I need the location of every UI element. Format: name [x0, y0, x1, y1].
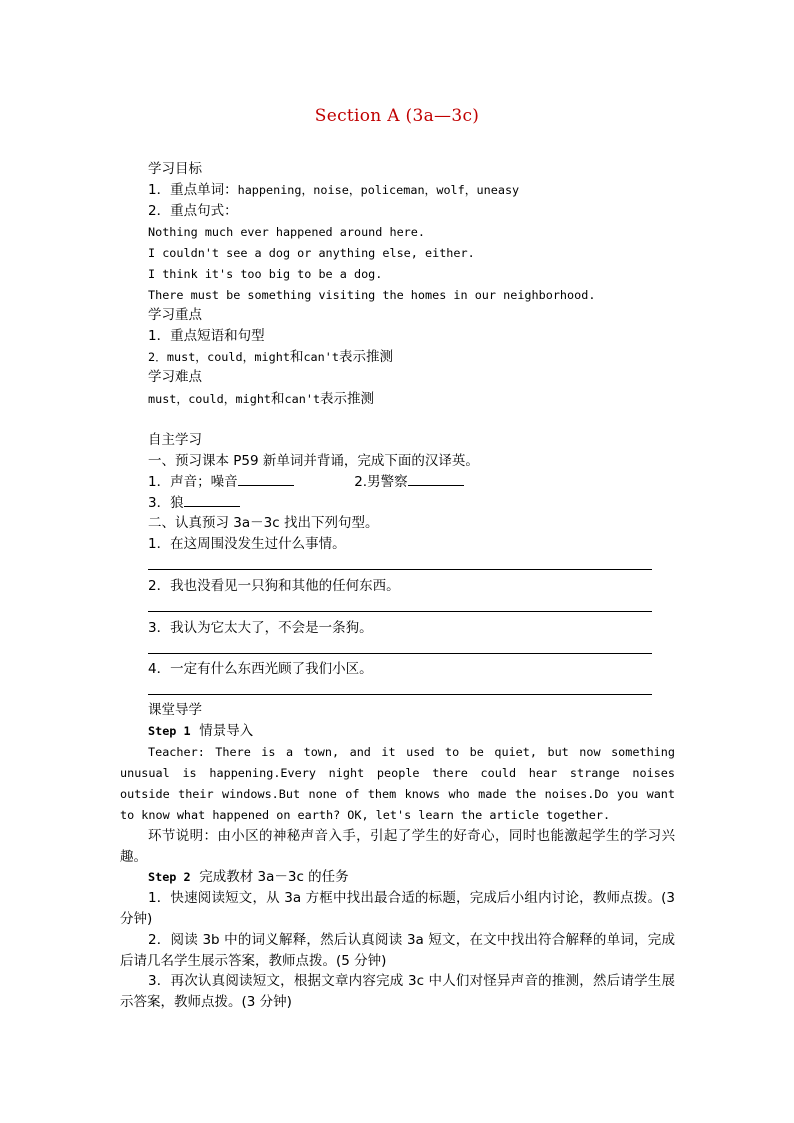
difficulty-modals: must，could，might: [148, 392, 272, 406]
teacher-paragraph: Teacher: There is a town, and it used to be quiet, but now something unusual is happening.Every night people there could hear strange noises outside their windows.But none of them knows who made the noises.Do you want to know what happened on earth? OK, let's learn the article together.: [120, 745, 675, 822]
task-item: 2．阅读 3b 中的词义解释，然后认真阅读 3a 短文，在文中找出符合解释的单词，完成后请几名学生展示答案，教师点拨。(5 分钟): [120, 932, 675, 969]
answer-blank[interactable]: [238, 472, 294, 486]
key-sentence: I think it's too big to be a dog.: [148, 267, 383, 281]
answer-line[interactable]: [148, 611, 652, 612]
objective-item-1-label: 1．重点单词：: [148, 182, 238, 198]
key-point-item-1: 1．重点短语和句型: [148, 328, 265, 344]
answer-blank[interactable]: [184, 493, 240, 507]
translation-sentence: 1．在这周围没发生过什么事情。: [148, 536, 346, 552]
key-point-modals: 2．must，could，might: [148, 350, 290, 364]
difficulty-item: [148, 389, 374, 410]
classroom-heading: 课堂导学: [148, 702, 202, 718]
difficulty-cant: can't: [284, 392, 321, 406]
objectives-heading: 学习目标: [148, 161, 202, 177]
note-paragraph: 环节说明：由小区的神秘声音入手，引起了学生的好奇心，同时也能激起学生的学习兴趣。: [120, 828, 675, 865]
step-1-title: 情景导入: [199, 723, 254, 739]
translation-sentence: 3．我认为它太大了，不会是一条狗。: [148, 620, 373, 636]
step-2-title: 完成教材 3a－3c 的任务: [199, 869, 349, 885]
vocab-question-3: 3．狼: [148, 495, 184, 511]
answer-blank[interactable]: [408, 472, 464, 486]
answer-line[interactable]: [148, 569, 652, 570]
step-1-heading: [148, 721, 253, 742]
key-point-desc: 表示推测: [338, 349, 393, 365]
self-study-heading: 自主学习: [148, 432, 202, 448]
task-item: 3．再次认真阅读短文，根据文章内容完成 3c 中人们对怪异声音的推测，然后请学生展示答案，教师点拨。(3 分钟): [120, 973, 675, 1010]
step-2-heading: [148, 867, 349, 888]
key-sentence: I couldn't see a dog or anything else, either.: [148, 246, 475, 260]
key-point-item-2: [148, 347, 393, 368]
key-points-heading: 学习重点: [148, 307, 202, 323]
objective-item-2: 2．重点句式：: [148, 203, 238, 219]
vocab-question-1: 1．声音；噪音: [148, 474, 238, 490]
key-sentence: Nothing much ever happened around here.: [148, 225, 425, 239]
page-title: Section A (3a—3c): [314, 106, 480, 126]
step-2-label: Step 2: [148, 870, 191, 884]
difficulty-desc: 表示推测: [320, 391, 375, 407]
translation-sentence: 2．我也没看见一只狗和其他的任何东西。: [148, 578, 400, 594]
task-item: 1．快速阅读短文，从 3a 方框中找出最合适的标题，完成后小组内讨论，教师点拨。(3分钟): [120, 890, 675, 927]
self-study-part-2: 二、认真预习 3a－3c 找出下列句型。: [148, 515, 379, 531]
step-1-label: Step 1: [148, 724, 191, 738]
self-study-part-1: 一、预习课本 P59 新单词并背诵，完成下面的汉译英。: [148, 453, 479, 469]
objective-item-1: [148, 180, 519, 201]
difficulty-and: 和: [271, 391, 285, 407]
key-point-cant: can't: [303, 350, 339, 364]
difficulties-heading: 学习难点: [148, 369, 202, 385]
answer-line[interactable]: [148, 653, 652, 654]
vocab-question-2: 2.男警察: [354, 474, 408, 490]
vocab-question-row: [148, 472, 464, 493]
translation-sentence: 4．一定有什么东西光顾了我们小区。: [148, 661, 373, 677]
key-sentence: There must be something visiting the homes in our neighborhood.: [148, 288, 596, 302]
objective-item-1-words: happening，noise，policeman，wolf，uneasy: [237, 183, 520, 197]
answer-line[interactable]: [148, 694, 652, 695]
key-point-and: 和: [289, 349, 304, 365]
vocab-question-row: [148, 493, 240, 514]
